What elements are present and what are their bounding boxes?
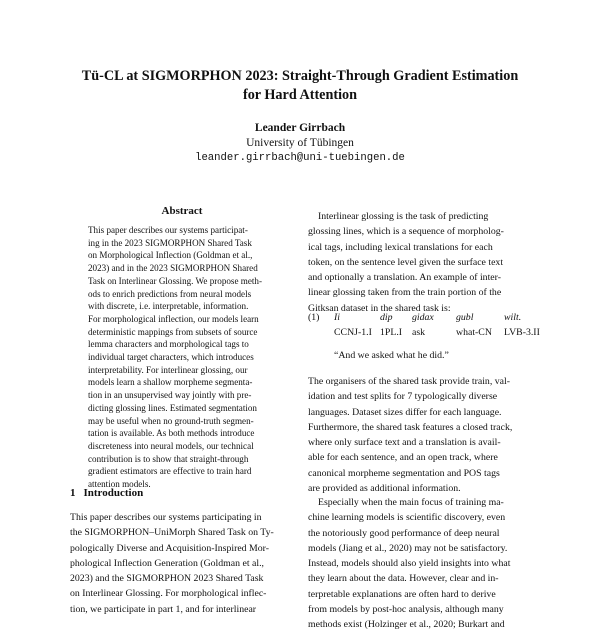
abstract-line: ing in the 2023 SIGMORPHON Shared Task bbox=[88, 237, 252, 248]
intro-line: the SIGMORPHON–UniMorph Shared Task on Ty- bbox=[70, 527, 274, 539]
para-line: able for each sentence, and an open track, where bbox=[308, 452, 498, 464]
abstract-line: This paper describes our systems participat- bbox=[88, 225, 248, 235]
para-line: and optionally a translation. An example of inter- bbox=[308, 272, 501, 284]
example-word: gubl bbox=[456, 312, 474, 323]
intro-line: phological Inflection Generation (Goldman et al., bbox=[70, 557, 264, 569]
para-line: canonical morpheme segmentation and POS tags bbox=[308, 467, 500, 479]
abstract-line: may be useful when no ground-truth segmen- bbox=[88, 415, 254, 426]
para-line: ical tags, including lexical translations for each bbox=[308, 241, 493, 253]
intro-line: This paper describes our systems participating in bbox=[70, 512, 262, 523]
author-block bbox=[100, 121, 500, 166]
para-line: the notoriously good performance of deep neural bbox=[308, 527, 500, 539]
abstract-line: tion in an unsupervised way jointly with pre- bbox=[88, 390, 252, 401]
abstract-line: deterministic mappings from subsets of source bbox=[88, 326, 258, 337]
example-word: dip bbox=[380, 312, 393, 323]
abstract-line: attention models. bbox=[88, 479, 151, 490]
para-line: languages. Dataset sizes differ for each language. bbox=[308, 406, 502, 418]
example-gloss: what-CN bbox=[456, 327, 492, 338]
example-gloss: 1PL.I bbox=[380, 327, 403, 338]
glossing-paragraph bbox=[308, 209, 536, 316]
abstract-line: lemma characters and morphological tags to bbox=[88, 339, 249, 350]
para-line: Gitksan dataset in the shared task is: bbox=[308, 302, 451, 314]
abstract-line: For morphological inflection, our models learn bbox=[88, 313, 259, 324]
para-line: models (Jiang et al., 2020) may not be satisfactory. bbox=[308, 542, 508, 554]
author-name: Leander Girrbach bbox=[254, 122, 346, 134]
para-line: idation and test splits for 7 typologically diverse bbox=[308, 391, 498, 403]
abstract-line: Task on Interlinear Glossing. We propose meth- bbox=[88, 275, 262, 286]
para-line: Instead, models should also yield insights into what bbox=[308, 558, 511, 570]
example-number: (1) bbox=[308, 312, 320, 323]
para-line: token, on the sentence level given the surface text bbox=[308, 256, 504, 268]
para-line: The organisers of the shared task provide train, val- bbox=[308, 376, 510, 387]
abstract-heading: Abstract bbox=[161, 205, 203, 217]
example-word: Ii bbox=[334, 312, 340, 323]
example-word: wilt. bbox=[504, 312, 522, 323]
example-gloss: LVB-3.II bbox=[504, 327, 540, 338]
section-title: Introduction bbox=[83, 487, 144, 499]
abstract-body bbox=[88, 224, 278, 491]
abstract-line: dicting glossing lines. Estimated segmentation bbox=[88, 402, 257, 413]
section-number: 1 bbox=[70, 487, 76, 499]
abstract-line: ods to enrich predictions from neural models bbox=[88, 288, 252, 299]
para-line: terpretable explanations are often hard to derive bbox=[308, 588, 496, 600]
abstract-line: individual target characters, which introduces bbox=[88, 352, 254, 363]
introduction-body bbox=[70, 510, 296, 617]
para-line: Interlinear glossing is the task of predicting bbox=[318, 211, 489, 222]
example-word: gidax bbox=[412, 312, 434, 323]
abstract-line: interpretability. For interlinear glossing, our bbox=[88, 364, 248, 375]
author-email[interactable]: leander.girrbach@uni-tuebingen.de bbox=[195, 152, 405, 164]
paper-title bbox=[60, 67, 540, 105]
shared-task-paragraph bbox=[308, 374, 536, 496]
intro-line: tion, we participate in part 1, and for interlinear bbox=[70, 603, 257, 615]
para-line: from models by post-hoc analysis, although many bbox=[308, 604, 504, 616]
section-heading-introduction bbox=[70, 487, 143, 499]
abstract-line: gradient estimators are effective to train hard bbox=[88, 466, 252, 477]
abstract-line: contribution is to show that straight-through bbox=[88, 453, 249, 464]
para-line: linear glossing taken from the train portion of the bbox=[308, 287, 502, 299]
abstract-line: 2023) and in the 2023 SIGMORPHON Shared bbox=[88, 263, 258, 274]
para-line: glossing lines, which is a sequence of morpholog- bbox=[308, 226, 504, 238]
para-line: are provided as additional information. bbox=[308, 483, 461, 495]
abstract-line: on Morphological Inflection (Goldman et al., bbox=[88, 250, 253, 261]
intro-line: on Interlinear Glossing. For morphological inflec- bbox=[70, 588, 267, 600]
para-line: chine learning models is scientific discovery, even bbox=[308, 512, 506, 524]
para-line: where only surface text and a translation is avail- bbox=[308, 437, 501, 449]
abstract-line: tation is available. As both methods introduce bbox=[88, 428, 255, 439]
intro-line: pologically Diverse and Acquisition-Inspired Mor- bbox=[70, 542, 269, 554]
title-line-2: for Hard Attention bbox=[242, 87, 358, 103]
para-line: they learn about the data. However, clear and in- bbox=[308, 573, 499, 585]
example-gloss: ask bbox=[412, 327, 426, 338]
title-line-1: Tü-CL at SIGMORPHON 2023: Straight-Through Gradient Estimation bbox=[81, 68, 519, 84]
abstract-line: with discrete, i.e. interpretable, information. bbox=[88, 301, 249, 312]
interpretability-paragraph bbox=[308, 495, 536, 633]
affiliation: University of Tübingen bbox=[246, 137, 354, 149]
para-line: Furthermore, the shared task features a closed track, bbox=[308, 421, 513, 433]
para-line: methods exist (Holzinger et al., 2020; Burkart and bbox=[308, 619, 505, 631]
abstract-line: discreteness into neural models, our technical bbox=[88, 440, 254, 451]
example-gloss: CCNJ-1.I bbox=[334, 327, 372, 338]
example-translation: “And we asked what he did.” bbox=[334, 350, 449, 361]
intro-line: 2023) and the SIGMORPHON 2023 Shared Task bbox=[70, 573, 264, 585]
abstract-line: models learn a shallow morpheme segmenta- bbox=[88, 377, 253, 388]
para-line: Especially when the main focus of training ma- bbox=[318, 497, 504, 508]
